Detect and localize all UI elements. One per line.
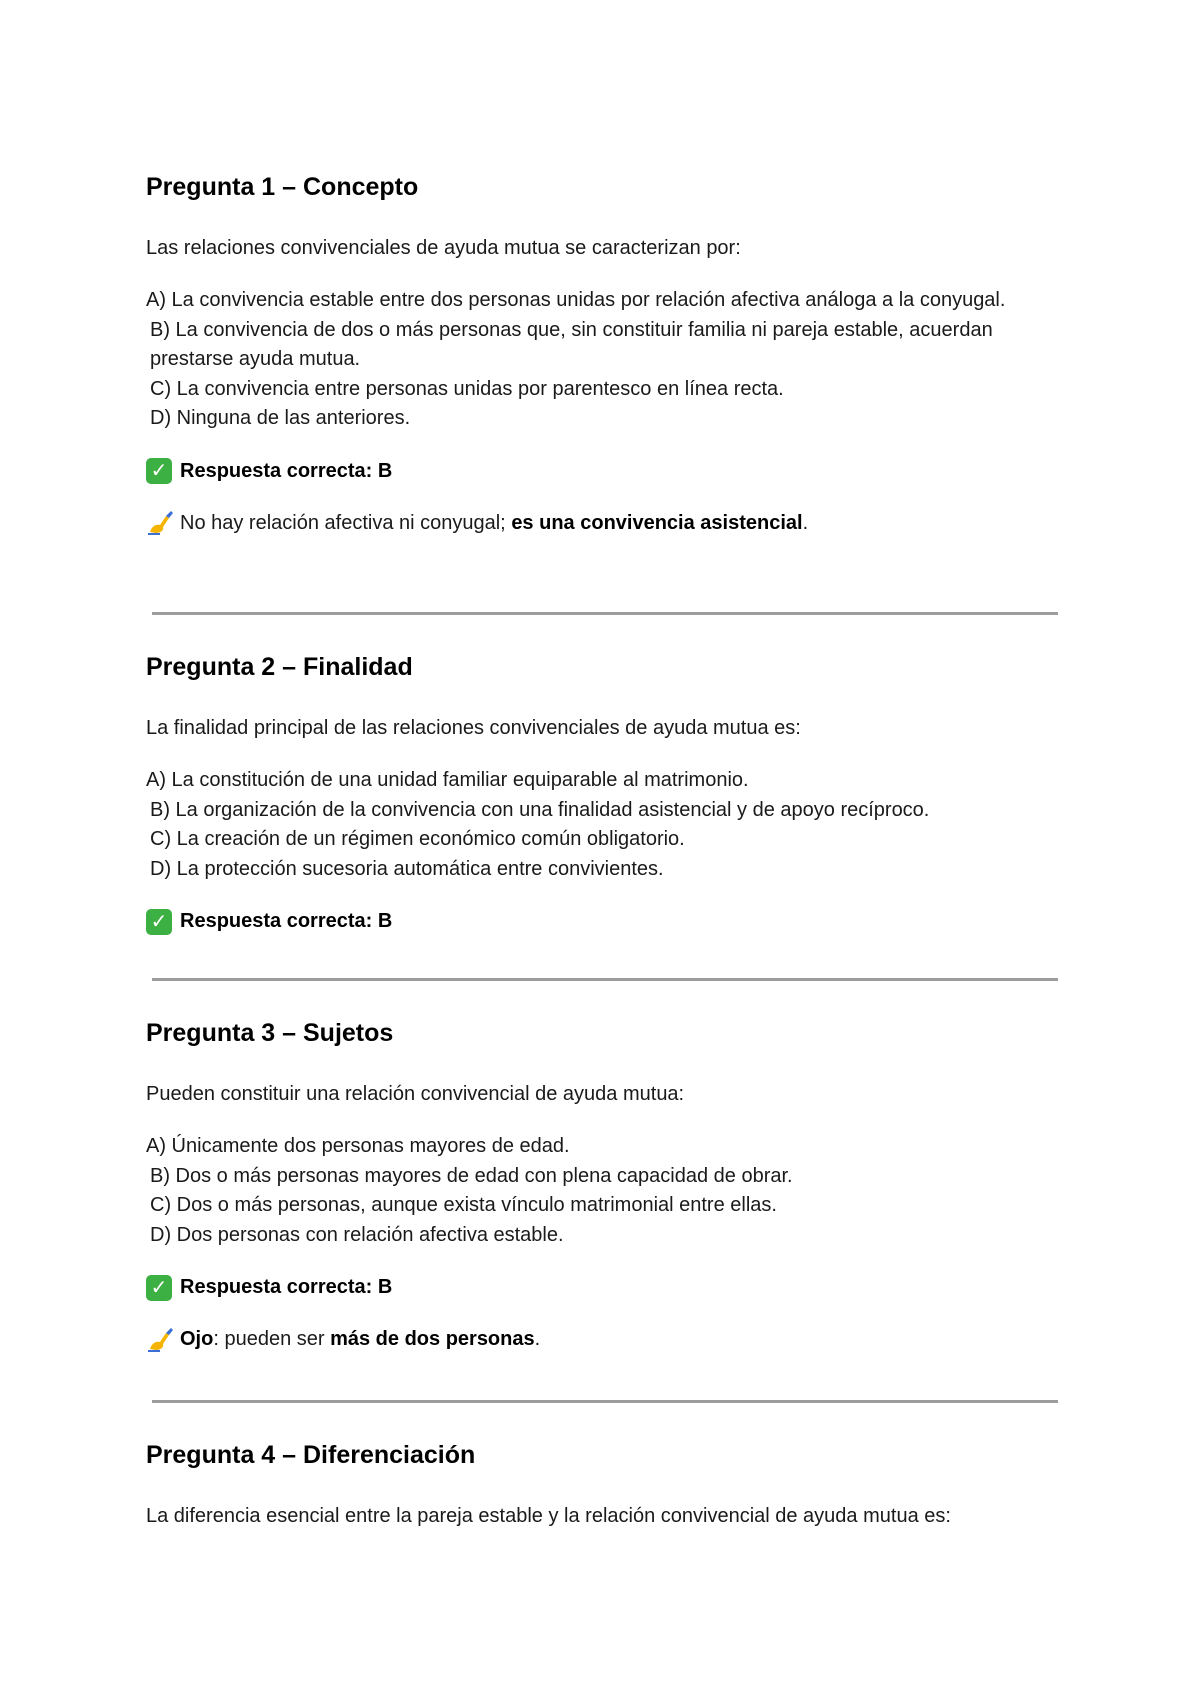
- note-lead: Ojo: [180, 1328, 214, 1350]
- note-text: : pueden ser: [213, 1328, 331, 1350]
- question-stem: Las relaciones convivenciales de ayuda mutua se caracterizan por:: [146, 237, 741, 259]
- section-divider: [152, 612, 1058, 615]
- option-a: A) La convivencia estable entre dos personas unidas por relación afectiva análoga a la conyugal.: [146, 289, 1006, 311]
- option-d: D) Dos personas con relación afectiva estable.: [150, 1223, 564, 1246]
- note-suffix: .: [534, 1328, 541, 1350]
- note-text: No hay relación afectiva ni conyugal;: [180, 511, 512, 534]
- note-emphasis: más de dos personas: [330, 1328, 535, 1350]
- question-stem: La finalidad principal de las relaciones convivenciales de ayuda mutua es:: [146, 717, 801, 739]
- option-b: B) La organización de la convivencia con una finalidad asistencial y de apoyo recíproco.: [150, 798, 930, 821]
- question-title: Pregunta 2 – Finalidad: [146, 653, 413, 681]
- writing-hand-icon: [146, 1327, 174, 1353]
- answer-text: Respuesta correcta: B: [180, 459, 393, 482]
- option-b: B) La convivencia de dos o más personas que, sin constituir familia ni pareja estable, acuerdan prestarse ayuda mutua.: [150, 318, 993, 370]
- answer-text: Respuesta correcta: B: [180, 1276, 393, 1298]
- writing-hand-icon: [146, 510, 174, 536]
- section-divider: [152, 978, 1058, 981]
- question-4: [146, 1438, 1066, 1531]
- option-c: C) La creación de un régimen económico común obligatorio.: [150, 828, 685, 850]
- option-c: C) Dos o más personas, aunque exista vínculo matrimonial entre ellas.: [150, 1194, 777, 1216]
- check-mark-icon: ✓: [146, 1275, 172, 1301]
- option-d: D) La protección sucesoria automática entre convivientes.: [150, 857, 664, 880]
- question-title: Pregunta 1 – Concepto: [146, 173, 419, 201]
- note-emphasis: es una convivencia asistencial: [511, 511, 803, 534]
- options-list: [146, 766, 1066, 884]
- note-suffix: .: [802, 511, 809, 534]
- option-a: A) Únicamente dos personas mayores de edad.: [146, 1135, 570, 1157]
- note: [146, 509, 1066, 538]
- check-mark-icon: ✓: [146, 909, 172, 935]
- document-page-q3: [146, 1016, 1066, 1377]
- correct-answer: [146, 907, 1066, 936]
- option-a: A) La constitución de una unidad familiar equiparable al matrimonio.: [146, 769, 749, 791]
- document-page-q2: [146, 650, 1066, 959]
- options-list: [146, 1132, 1066, 1250]
- correct-answer: [146, 457, 1066, 486]
- question-stem: Pueden constituir una relación convivencial de ayuda mutua:: [146, 1083, 685, 1105]
- option-d: D) Ninguna de las anteriores.: [150, 407, 411, 429]
- document-page-q4: [146, 1438, 1066, 1554]
- section-divider: [152, 1400, 1058, 1403]
- document-page: [146, 170, 1066, 561]
- question-title: Pregunta 3 – Sujetos: [146, 1019, 394, 1047]
- question-2: [146, 650, 1066, 936]
- option-c: C) La convivencia entre personas unidas por parentesco en línea recta.: [150, 377, 784, 400]
- answer-text: Respuesta correcta: B: [180, 910, 393, 932]
- question-1: [146, 170, 1066, 538]
- options-list: [146, 286, 1066, 434]
- question-stem: La diferencia esencial entre la pareja estable y la relación convivencial de ayuda mutua es:: [146, 1505, 951, 1527]
- check-mark-icon: ✓: [146, 458, 172, 484]
- note: [146, 1325, 1066, 1354]
- option-b: B) Dos o más personas mayores de edad con plena capacidad de obrar.: [150, 1164, 793, 1187]
- correct-answer: [146, 1273, 1066, 1302]
- question-3: [146, 1016, 1066, 1354]
- question-title: Pregunta 4 – Diferenciación: [146, 1441, 476, 1469]
